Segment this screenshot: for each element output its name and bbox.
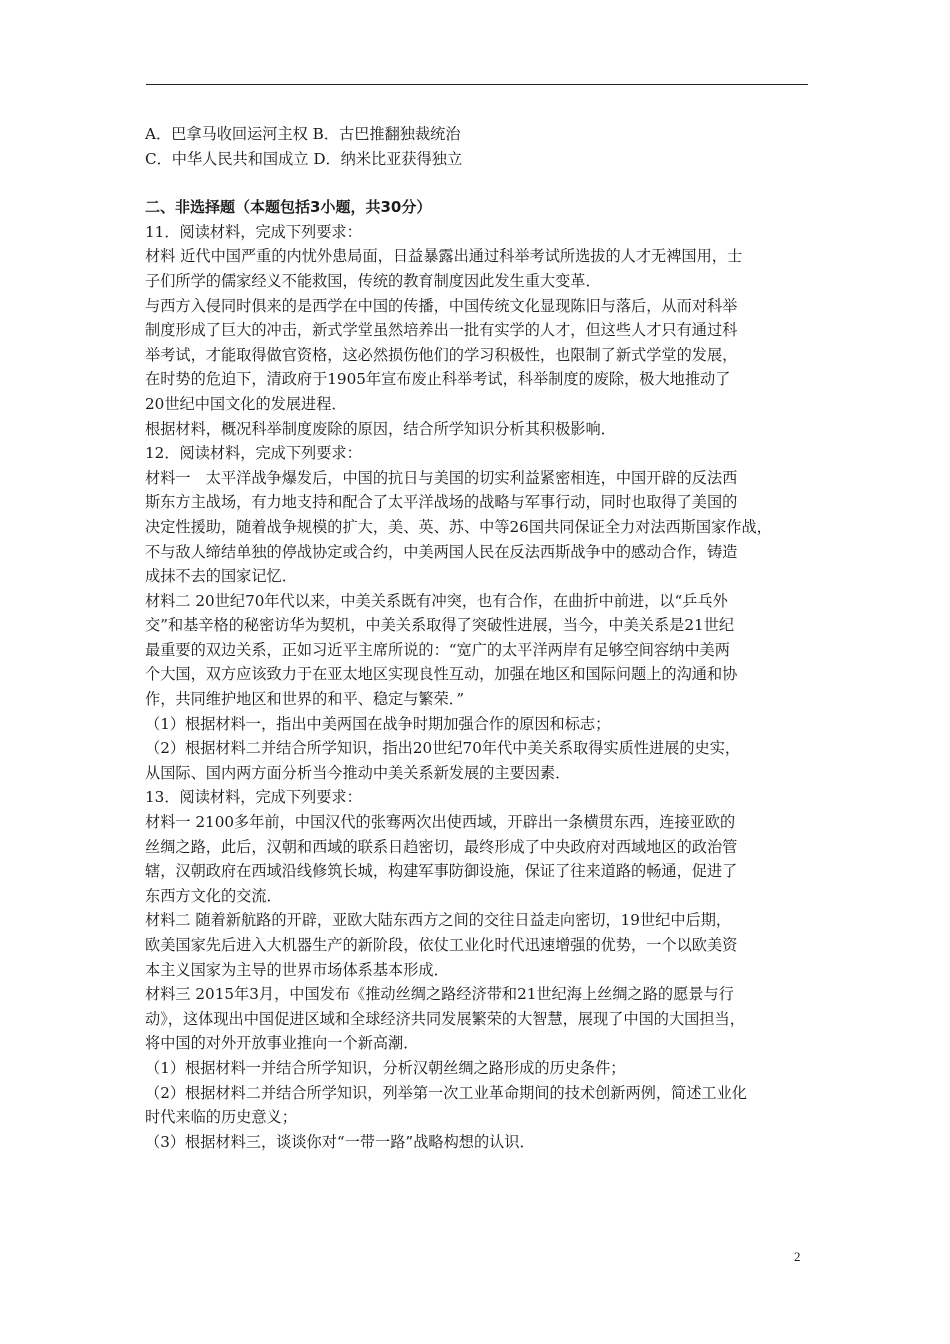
text-line: 本主义国家为主导的世界市场体系基本形成． [145, 960, 449, 979]
question-body [145, 220, 825, 1155]
text-line: （2）根据材料二并结合所学知识，指出20世纪70年代中美关系取得实质性进展的史实， [145, 739, 741, 758]
text-line: （3）根据材料三，谈谈你对“一带一路”战略构想的认识． [145, 1132, 535, 1151]
text-line: 辖，汉朝政府在西域沿线修筑长城，构建军事防御设施，保证了往来道路的畅通，促进了 [145, 862, 738, 881]
text-line: 根据材料，概况科举制度废除的原因，结合所学知识分析其积极影响． [145, 419, 616, 438]
text-line: 13．阅读材料，完成下列要求： [145, 788, 362, 807]
text-line: 材料二 20世纪70年代以来，中美关系既有冲突，也有合作，在曲折中前进，以“乒乓外 [145, 591, 728, 610]
text-line: 制度形成了巨大的冲击，新式学堂虽然培养出一批有实学的人才，但这些人才只有通过科 [145, 321, 738, 340]
text-line: 东西方文化的交流． [145, 886, 282, 905]
spacer [145, 171, 825, 195]
text-line: 时代来临的历史意义； [145, 1108, 297, 1127]
text-line: 材料一 太平洋战争爆发后，中国的抗日与美国的切实利益紧密相连，中国开辟的反法西 [145, 468, 738, 487]
text-line: 11．阅读材料，完成下列要求： [145, 222, 362, 241]
text-line: 子们所学的儒家经义不能救国，传统的教育制度因此发生重大变革． [145, 271, 601, 290]
text-line: 与西方入侵同时俱来的是西学在中国的传播，中国传统文化显现陈旧与落后，从而对科举 [145, 296, 738, 315]
text-line: 最重要的双边关系，正如习近平主席所说的：“宽广的太平洋两岸有足够空间容纳中美两 [145, 640, 730, 659]
option-line: A．巴拿马收回运河主权 B．古巴推翻独裁统治 [145, 125, 461, 143]
text-line: 动》，这体现出中国促进区域和全球经济共同发展繁荣的大智慧，展现了中国的大国担当， [145, 1009, 745, 1028]
text-line: 斯东方主战场，有力地支持和配合了太平洋战场的战略与军事行动，同时也取得了美国的 [145, 493, 738, 512]
text-line: 作，共同维护地区和世界的和平、稳定与繁荣．” [145, 690, 465, 709]
text-line: （1）根据材料一，指出中美两国在战争时期加强合作的原因和标志； [145, 714, 611, 733]
text-line: 不与敌人缔结单独的停战协定或合约，中美两国人民在反法西斯战争中的感动合作，铸造 [145, 542, 738, 561]
page-content [145, 122, 825, 1154]
section-title: 二、非选择题（本题包括3小题，共30分） [145, 198, 432, 217]
text-line: 材料一 2100多年前，中国汉代的张骞两次出使西域，开辟出一条横贯东西，连接亚欧的 [145, 813, 736, 832]
text-line: 丝绸之路，此后，汉朝和西域的联系日趋密切，最终形成了中央政府对西域地区的政治管 [145, 837, 738, 856]
text-line: 决定性援助，随着战争规模的扩大，美、英、苏、中等26国共同保证全力对法西斯国家作战， [145, 517, 772, 536]
text-line: 举考试，才能取得做官资格，这必然损伤他们的学习积极性，也限制了新式学堂的发展， [145, 345, 738, 364]
text-line: 将中国的对外开放事业推向一个新高潮． [145, 1034, 419, 1053]
text-line: （1）根据材料一并结合所学知识，分析汉朝丝绸之路形成的历史条件； [145, 1058, 626, 1077]
text-line: 20世纪中国文化的发展进程． [145, 394, 347, 413]
text-line: （2）根据材料二并结合所学知识，列举第一次工业革命期间的技术创新两例，简述工业化 [145, 1083, 747, 1102]
header-rule [146, 84, 808, 85]
text-line: 材料二 随着新航路的开辟，亚欧大陆东西方之间的交往日益走向密切，19世纪中后期， [145, 911, 732, 930]
text-line: 交”和基辛格的秘密访华为契机，中美关系取得了突破性进展，当今，中美关系是21世纪 [145, 616, 735, 635]
text-line: 从国际、国内两方面分析当今推动中美关系新发展的主要因素． [145, 763, 571, 782]
text-line: 12．阅读材料，完成下列要求： [145, 444, 362, 463]
text-line: 欧美国家先后进入大机器生产的新阶段，依仗工业化时代迅速增强的优势，一个以欧美资 [145, 936, 738, 954]
text-line: 个大国，双方应该致力于在亚太地区实现良性互动，加强在地区和国际问题上的沟通和协 [145, 665, 738, 684]
text-line: 材料三 2015年3月，中国发布《推动丝绸之路经济带和21世纪海上丝绸之路的愿景与行 [145, 985, 734, 1004]
text-line: 在时势的危迫下，清政府于1905年宣布废止科举考试，科举制度的废除，极大地推动了 [145, 370, 731, 389]
option-line: C．中华人民共和国成立 D．纳米比亚获得独立 [145, 149, 463, 168]
text-line: 材料 近代中国严重的内忧外患局面，日益暴露出通过科举考试所选拔的人才无裨国用，士 [145, 247, 743, 266]
text-line: 成抹不去的国家记忆． [145, 567, 297, 586]
page-number: 2 [794, 1249, 801, 1264]
